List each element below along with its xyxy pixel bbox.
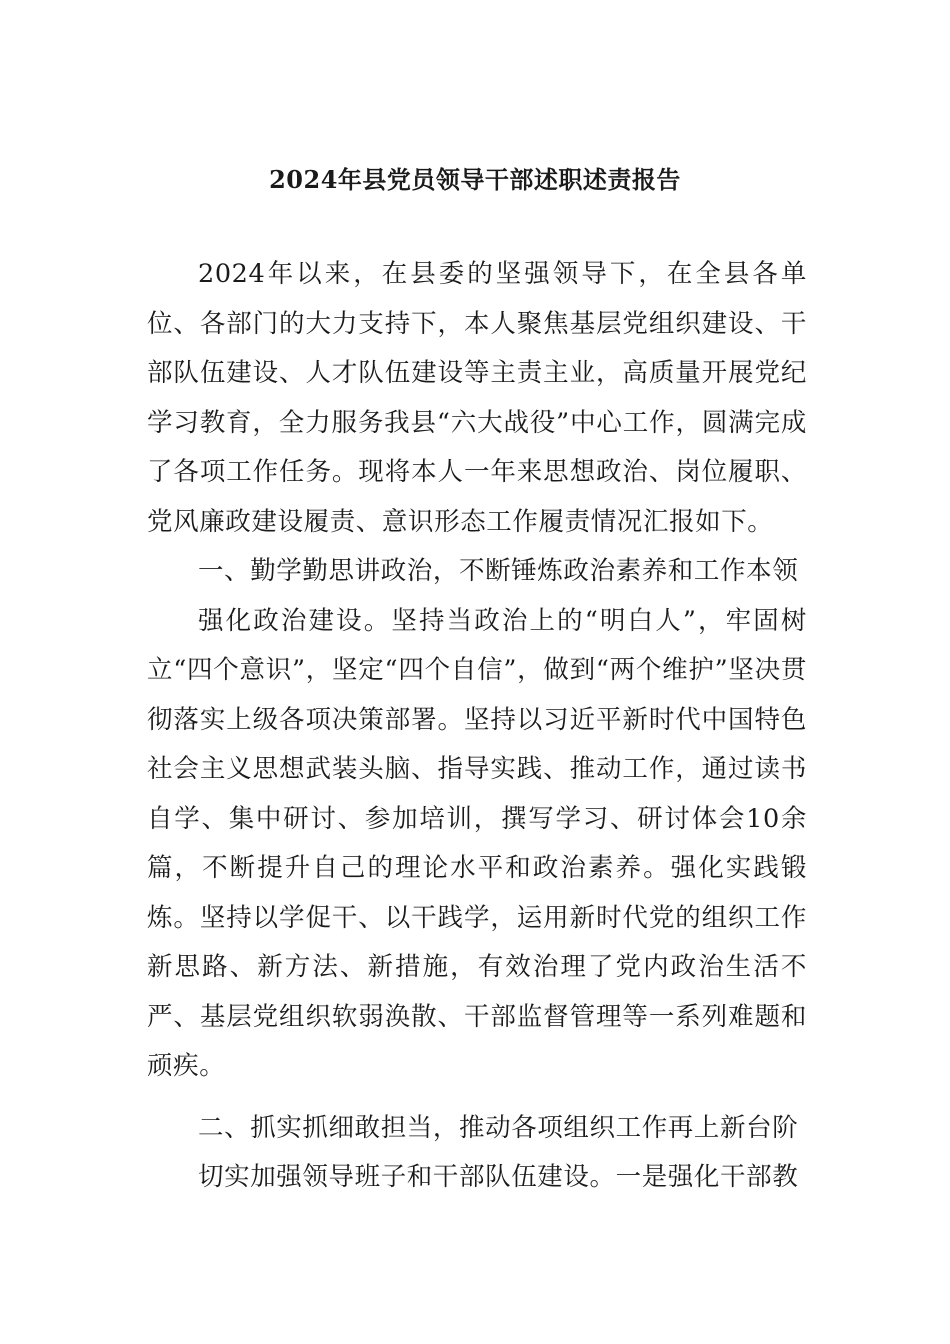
- paragraph-intro: 2024年以来，在县委的坚强领导下，在全县各单位、各部门的大力支持下，本人聚焦基层党组织建设、干部队伍建设、人才队伍建设等主责主业，高质量开展党纪学习教育，全力服务我县“六大战役”中心工作，圆满完成了各项工作任务。现将本人一年来思想政治、岗位履职、党风廉政建设履责、意识形态工作履责情况汇报如下。: [147, 259, 807, 537]
- section-heading-2: 二、抓实抓细敢担当，推动各项组织工作再上新台阶: [198, 1112, 799, 1143]
- paragraph-team-building: 切实加强领导班子和干部队伍建设。一是强化干部教: [198, 1162, 799, 1192]
- section-heading-1: 一、勤学勤思讲政治，不断锤炼政治素养和工作本领: [198, 556, 799, 586]
- document-body: [147, 250, 807, 1203]
- document-title: 2024年县党员领导干部述职述责报告: [269, 165, 681, 194]
- paragraph-political-building: 强化政治建设。坚持当政治上的“明白人”，牢固树立“四个意识”，坚定“四个自信”，做到“两个维护”坚决贯彻落实上级各项决策部署。坚持以习近平新时代中国特色社会主义思想武装头脑、指导实践、推动工作，通过读书自学、集中研讨、参加培训，撰写学习、研讨体会10余篇，不断提升自己的理论水平和政治素养。强化实践锻炼。坚持以学促干、以干践学，运用新时代党的组织工作新思路、新方法、新措施，有效治理了党内政治生活不严、基层党组织软弱涣散、干部监督管理等一系列难题和顽疾。: [147, 605, 807, 1081]
